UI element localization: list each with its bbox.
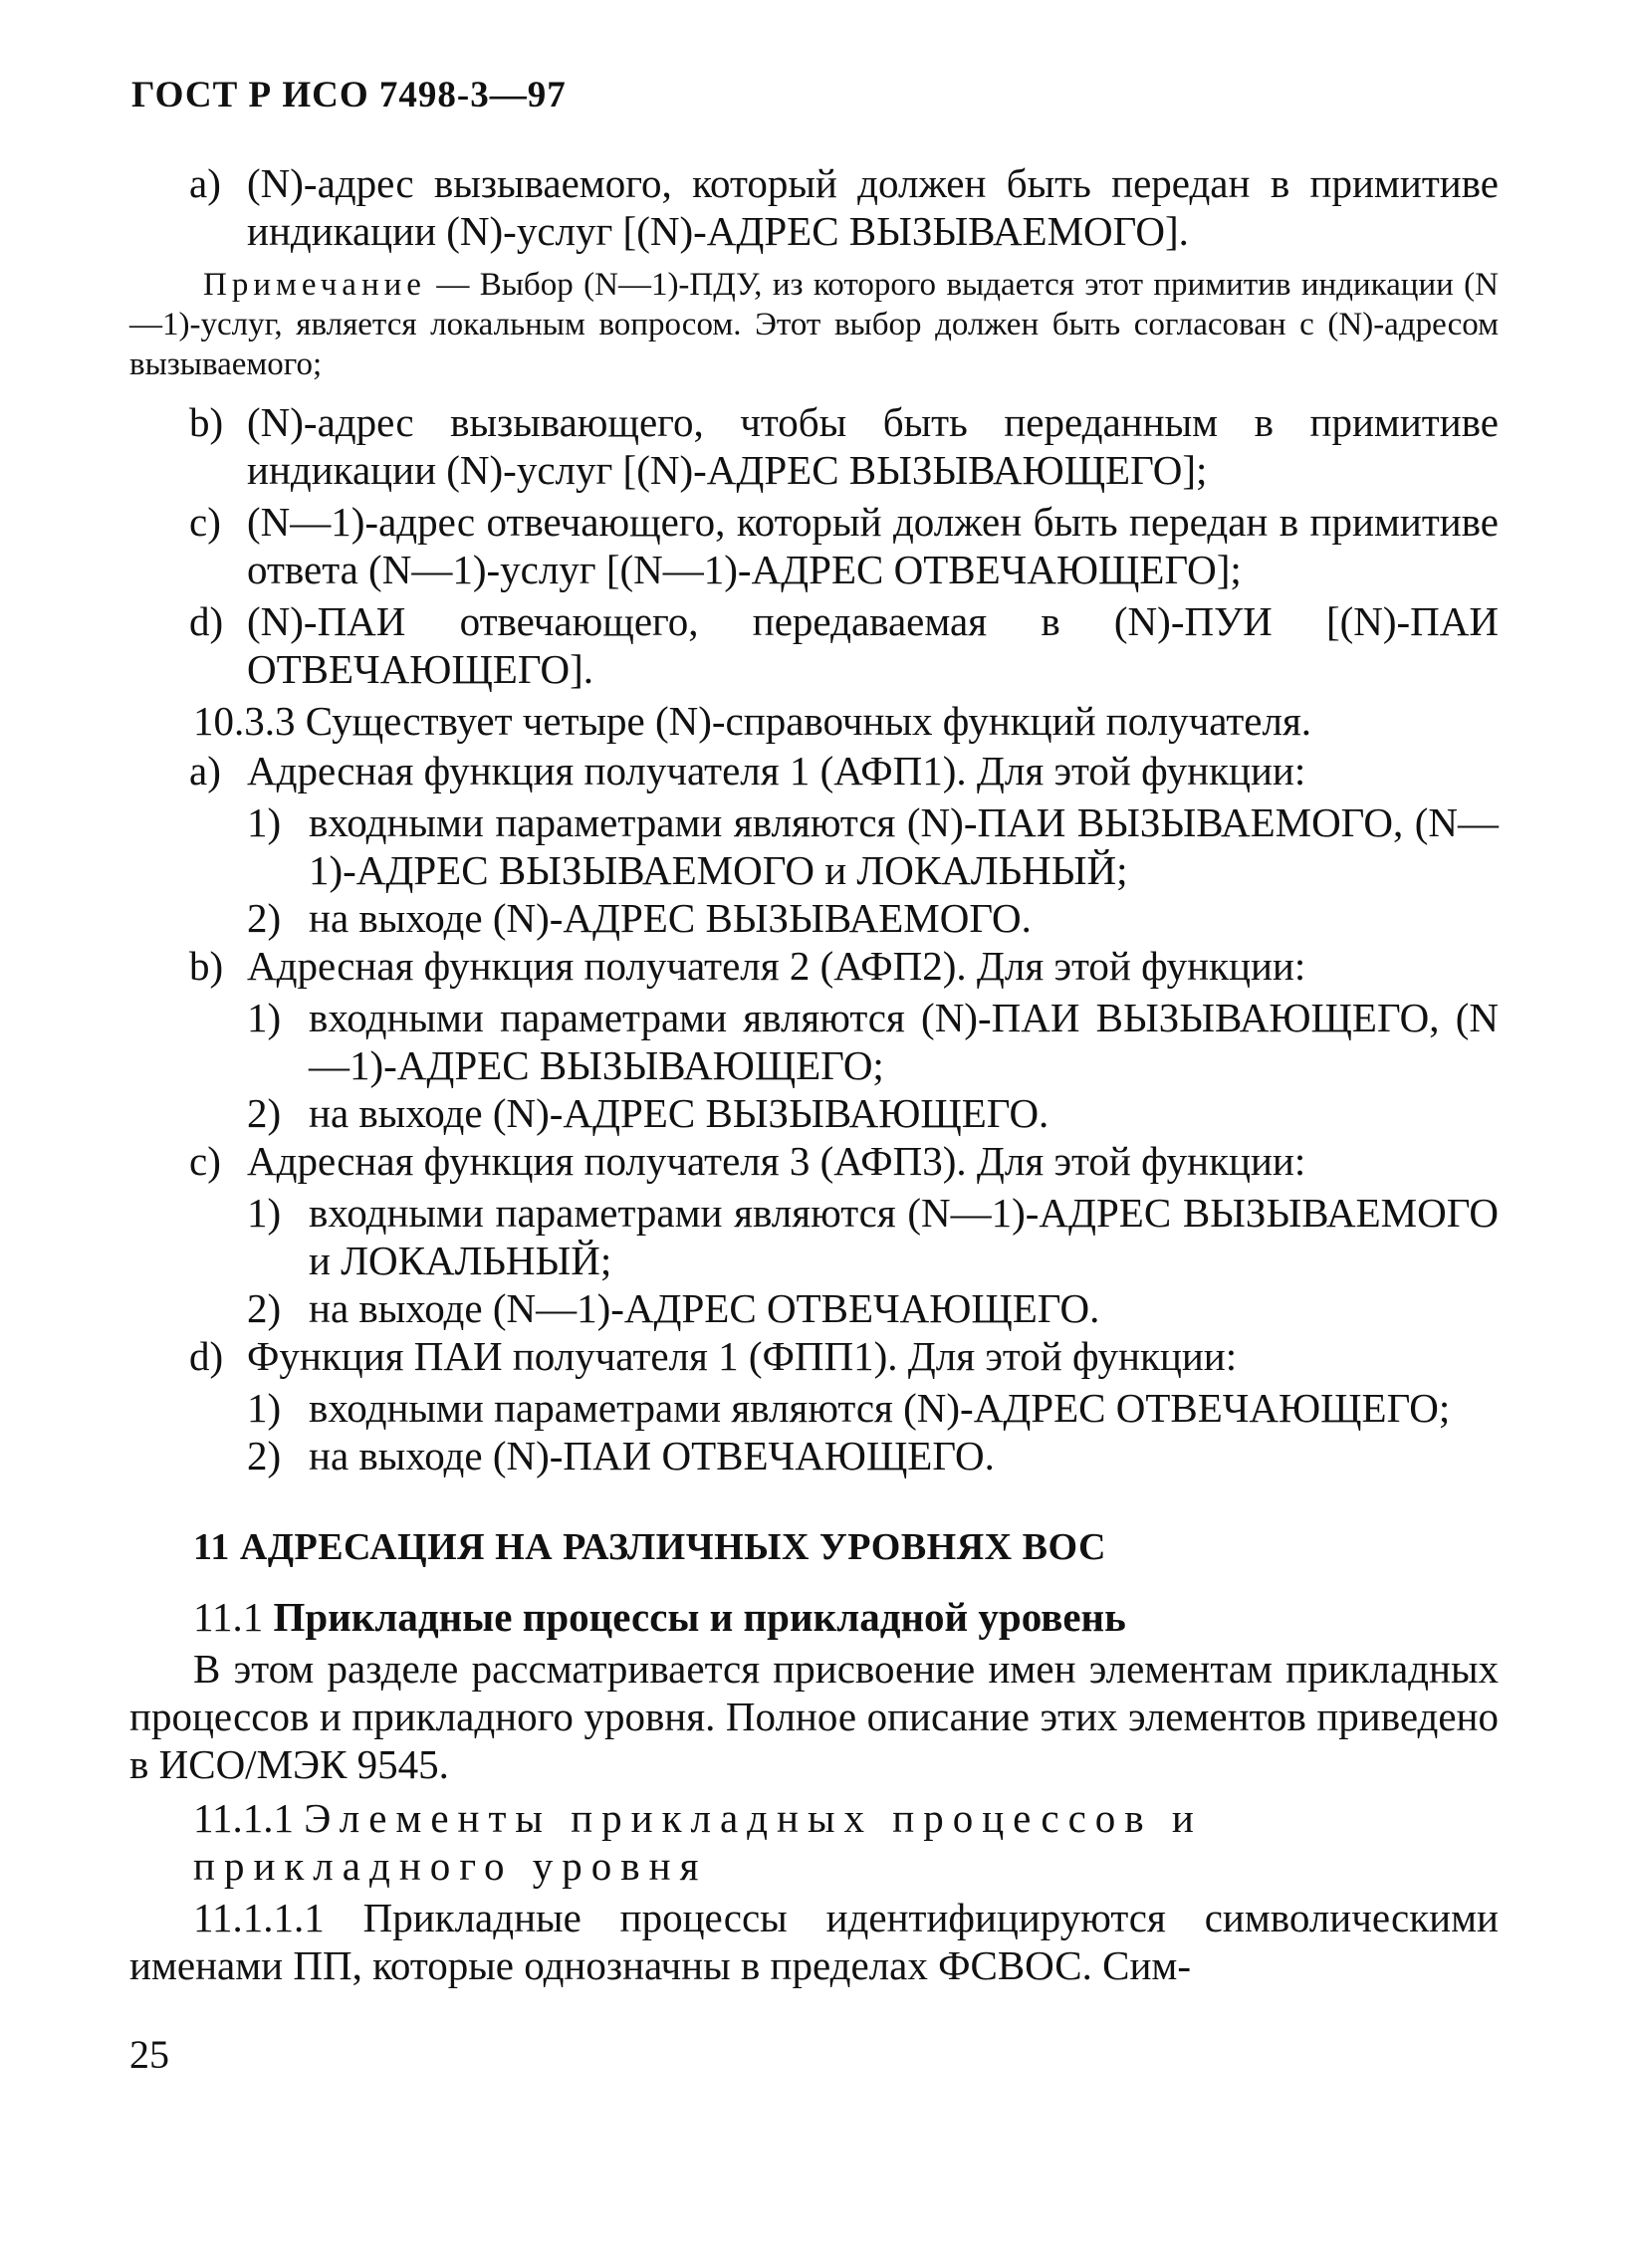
list-item-text: (N)-ПАИ отвечающего, передаваемая в (N)-ПУИ [(N)-ПАИ ОТВЕЧАЮЩЕГО]. (247, 598, 1499, 692)
sublist-marker: 2) (247, 1090, 282, 1136)
subsection-heading-11-1-1 (193, 1794, 1499, 1890)
list-marker: a) (189, 748, 221, 794)
list-marker: b) (189, 399, 224, 445)
function-subitem (129, 994, 1499, 1089)
function-item-d (129, 1332, 1499, 1380)
page-number: 25 (129, 2032, 169, 2077)
sublist-text: на выходе (N)-ПАИ ОТВЕЧАЮЩЕГО. (309, 1433, 995, 1478)
sublist-text: на выходе (N—1)-АДРЕС ОТВЕЧАЮЩЕГО. (309, 1285, 1100, 1331)
sublist-marker: 1) (247, 1190, 282, 1236)
function-text: Адресная функция получателя 2 (АФП2). Для этой функции: (247, 943, 1306, 989)
function-text: Функция ПАИ получателя 1 (ФПП1). Для этой функции: (247, 1333, 1238, 1379)
sublist-marker: 1) (247, 1385, 282, 1431)
subsection-number: 11.1 (193, 1594, 264, 1640)
sublist-marker: 1) (247, 995, 282, 1040)
subsection-title: Элементы прикладных процессов и прикладного уровня (193, 1795, 1203, 1889)
function-subitem (129, 1384, 1499, 1432)
sublist-marker: 2) (247, 895, 282, 941)
note-lead: Примечание (203, 267, 426, 303)
sublist-marker: 2) (247, 1433, 282, 1478)
list-item-a (129, 159, 1499, 255)
function-subitem (129, 894, 1499, 942)
function-text: Адресная функция получателя 1 (АФП1). Для этой функции: (247, 748, 1306, 794)
sublist-text: входными параметрами являются (N)-ПАИ ВЫЗЫВАЮЩЕГО, (N—1)-АДРЕС ВЫЗЫВАЮЩЕГО; (309, 995, 1499, 1088)
paragraph-11-1-1-1: 11.1.1.1 Прикладные процессы идентифицируются символическими именами ПП, которые однозначны в пределах ФСВОС. Сим- (129, 1895, 1499, 1988)
list-item-text: (N—1)-адрес отвечающего, который должен быть передан в примитиве ответа (N—1)-услуг [(N—1)-АДРЕС ОТВЕЧАЮЩЕГО]; (247, 499, 1499, 592)
function-subitem (129, 798, 1499, 894)
note-text: — Выбор (N—1)-ПДУ, из которого выдается этот примитив индикации (N—1)-услуг, является локальным вопросом. Этот выбор должен быть согласован с (N)-адресом вызываемого; (129, 267, 1499, 382)
function-subitem (129, 1089, 1499, 1137)
note (129, 265, 1499, 384)
sublist-text: входными параметрами являются (N)-АДРЕС ОТВЕЧАЮЩЕГО; (309, 1385, 1451, 1431)
sublist-text: входными параметрами являются (N—1)-АДРЕС ВЫЗЫВАЕМОГО и ЛОКАЛЬНЫЙ; (309, 1190, 1499, 1283)
list-marker: c) (189, 1138, 221, 1184)
subsection-heading-11-1 (193, 1593, 1499, 1641)
section-title-11: 11 АДРЕСАЦИЯ НА РАЗЛИЧНЫХ УРОВНЯХ ВОС (193, 1526, 1106, 1568)
subsection-number: 11.1.1 (193, 1795, 294, 1841)
list-marker: d) (189, 1333, 224, 1379)
sublist-text: на выходе (N)-АДРЕС ВЫЗЫВАЮЩЕГО. (309, 1090, 1049, 1136)
paragraph-11-1: В этом разделе рассматривается присвоение имен элементам прикладных процессов и прикладного уровня. Полное описание этих элементов приведено в ИСО/МЭК 9545. (129, 1646, 1499, 1787)
list-marker: c) (189, 499, 221, 545)
function-item-a (129, 747, 1499, 794)
subsection-title: Прикладные процессы и прикладной уровень (273, 1594, 1126, 1640)
function-subitem (129, 1432, 1499, 1479)
list-marker: b) (189, 943, 224, 989)
sublist-marker: 2) (247, 1285, 282, 1331)
list-item-text: (N)-адрес вызываемого, который должен быть передан в примитиве индикации (N)-услуг [(N)-АДРЕС ВЫЗЫВАЕМОГО]. (247, 160, 1499, 254)
list-item-c (129, 498, 1499, 593)
function-item-c (129, 1137, 1499, 1185)
function-subitem (129, 1284, 1499, 1332)
function-text: Адресная функция получателя 3 (АФП3). Для этой функции: (247, 1138, 1306, 1184)
paragraph-10-3-3: 10.3.3 Существует четыре (N)-справочных функций получателя. (193, 698, 1312, 744)
sublist-text: входными параметрами являются (N)-ПАИ ВЫЗЫВАЕМОГО, (N—1)-АДРЕС ВЫЗЫВАЕМОГО и ЛОКАЛЬНЫЙ; (309, 799, 1499, 893)
document-body (129, 159, 1499, 1991)
list-marker: d) (189, 598, 224, 644)
document-header: ГОСТ Р ИСО 7498-3—97 (131, 75, 567, 115)
function-subitem (129, 1189, 1499, 1284)
list-item-d (129, 597, 1499, 693)
list-item-text: (N)-адрес вызывающего, чтобы быть переданным в примитиве индикации (N)-услуг [(N)-АДРЕС ВЫЗЫВАЮЩЕГО]; (247, 399, 1499, 493)
list-item-b (129, 398, 1499, 494)
list-marker: a) (189, 160, 221, 206)
function-item-b (129, 942, 1499, 990)
sublist-marker: 1) (247, 799, 282, 845)
sublist-text: на выходе (N)-АДРЕС ВЫЗЫВАЕМОГО. (309, 895, 1032, 941)
